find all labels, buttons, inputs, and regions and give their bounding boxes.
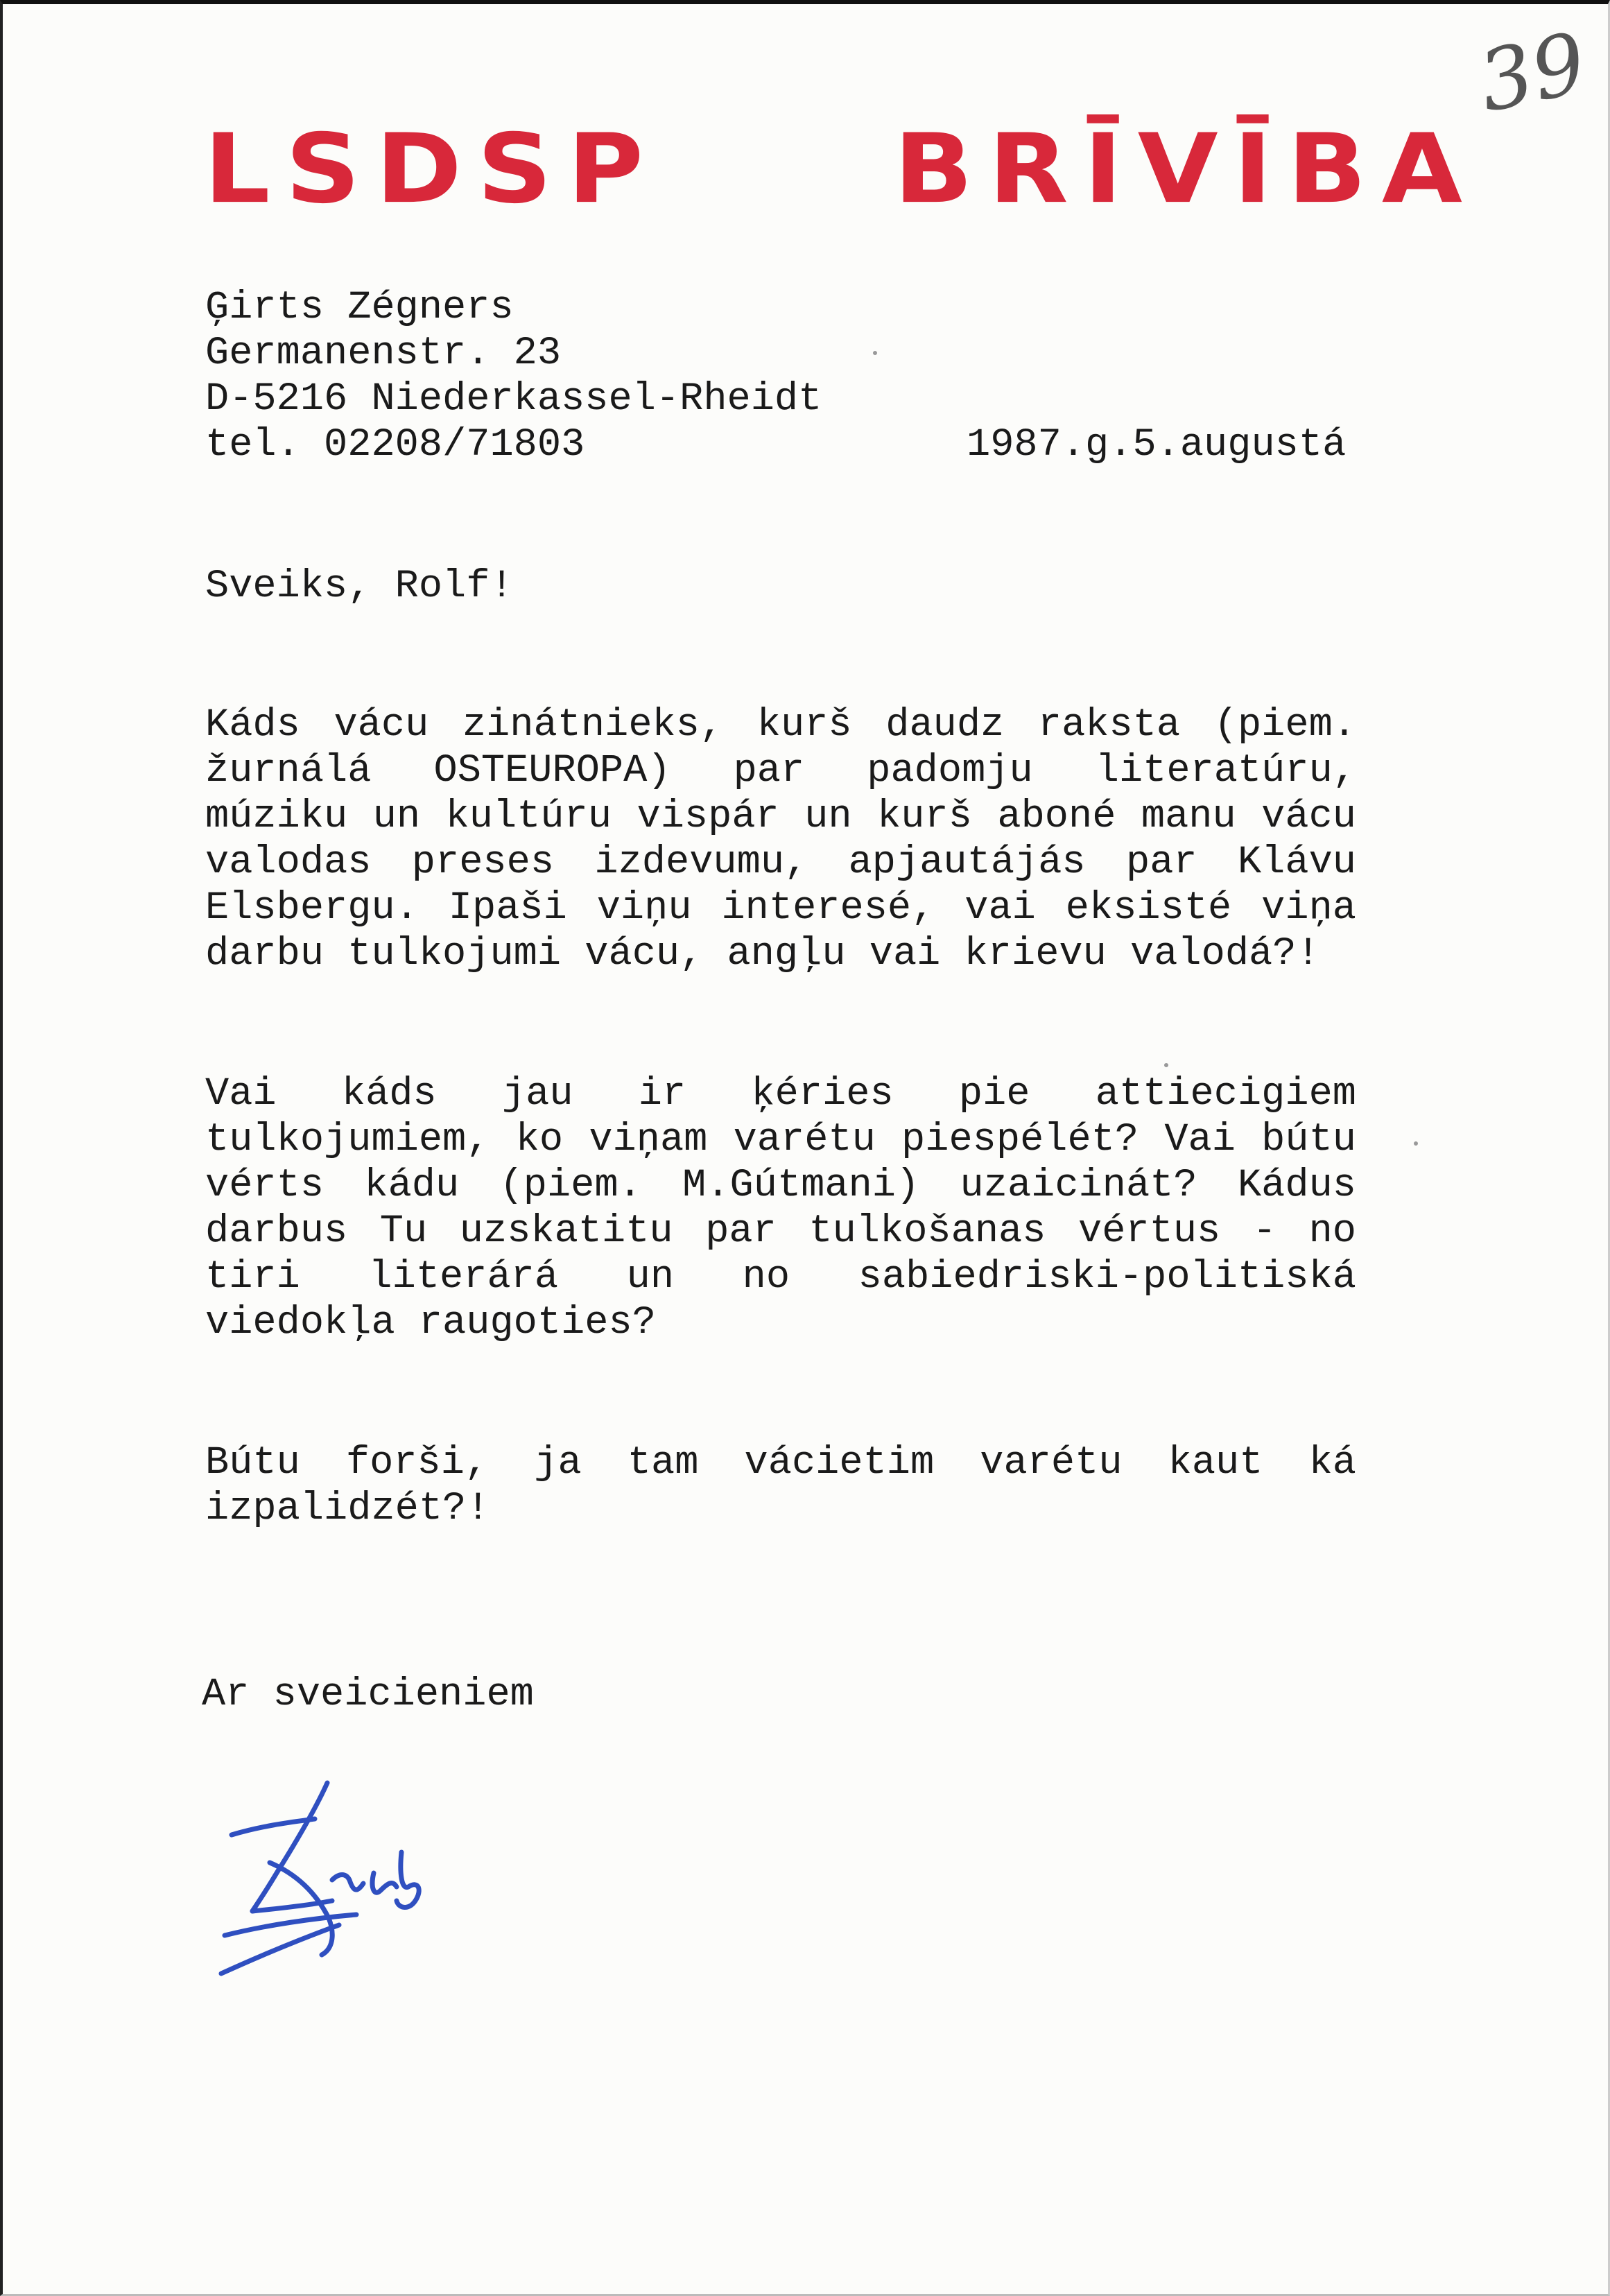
closing: Ar sveicieniem xyxy=(202,1673,534,1717)
letterhead-party-name: LSDSP xyxy=(204,114,659,225)
paper-speck xyxy=(1414,1141,1418,1146)
paper-speck xyxy=(873,351,877,355)
body-paragraph-2: Vai káds jau ir ķéries pie attiecigiem tulkojumiem, ko viņam varétu piespélét? Vai bútu vérts kádu (piem. M.Gútmani) uzaicinát? Kádus darbus Tu uzskatitu par tulkošanas vértus - no tiri literárá un no sabiedriski-politiská viedokļa raugoties? xyxy=(205,1072,1356,1345)
handwritten-signature xyxy=(211,1769,447,1991)
sender-city: D-5216 Niederkassel-Rheidt xyxy=(205,377,822,422)
handwritten-folio-number: 39 xyxy=(1471,15,1595,132)
body-paragraph-1: Káds vácu zinátnieks, kurš daudz raksta (piem. žurnálá OSTEUROPA) par padomju literatúru, múziku un kultúru vispár un kurš aboné manu vácu valodas preses izdevumu, apjautájás par Klávu Elsbergu. Ipaši viņu interesé, vai eksisté viņa darbu tulkojumi vácu, angļu vai krievu valodá?! xyxy=(205,703,1356,976)
body-paragraph-3: Bútu forši, ja tam vácietim varétu kaut ká izpalidzét?! xyxy=(205,1441,1356,1531)
letterhead-newspaper-name: BRĪVĪBA xyxy=(894,114,1478,225)
sender-name: Ģirts Zégners xyxy=(205,286,514,330)
letter-date: 1987.g.5.augustá xyxy=(967,423,1347,467)
paper-speck xyxy=(1164,1063,1168,1067)
greeting: Sveiks, Rolf! xyxy=(205,564,514,609)
sender-phone: tel. 02208/71803 xyxy=(205,423,585,467)
letterhead xyxy=(3,115,1608,233)
sender-street: Germanenstr. 23 xyxy=(205,331,562,376)
